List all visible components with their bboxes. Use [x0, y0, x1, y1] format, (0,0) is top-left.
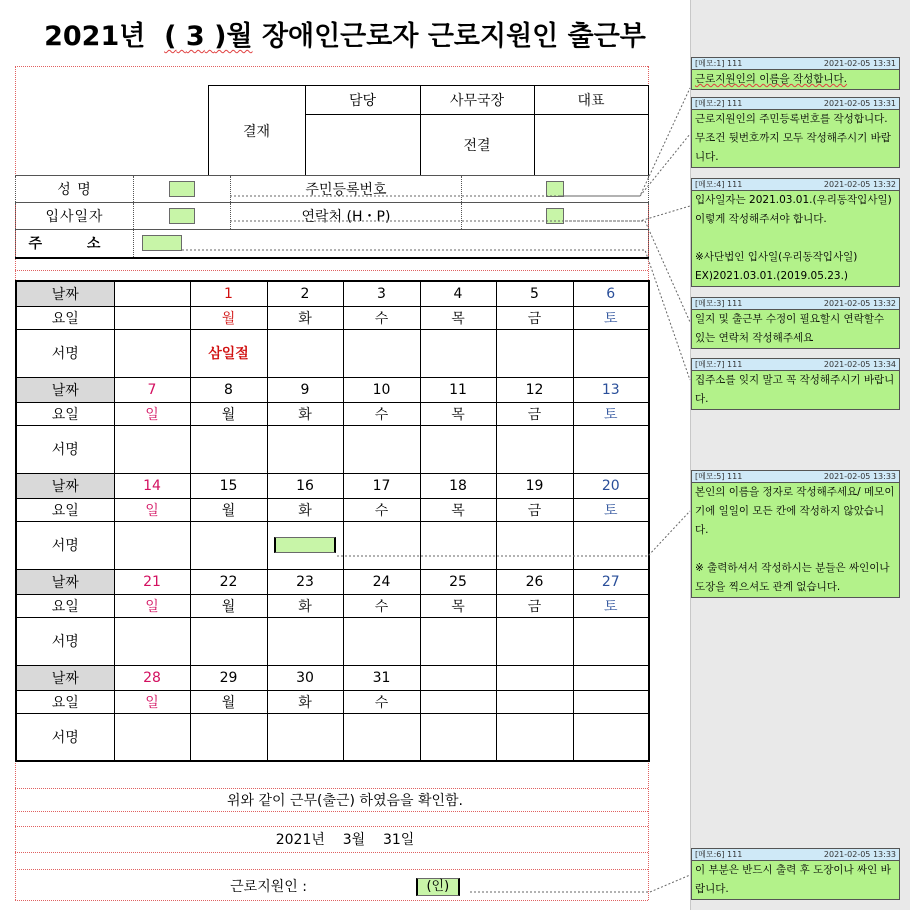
memo-5-body: 본인의 이름을 정자로 작성해주세요/ 메모이기에 일일이 모든 칸에 작성하지 않았습니다. ※ 출력하셔서 작성하시는 분들은 싸인이나 도장을 찍으셔도 관계 없습니다. — [695, 486, 895, 593]
day-cell: 월 — [190, 594, 267, 617]
approval-sign-ceo[interactable] — [534, 115, 648, 176]
calendar-spacer — [114, 306, 190, 329]
memo-1[interactable]: [메모:1] 111 2021-02-05 13:31 근로지원인의 이름을 작성합니다. — [691, 57, 900, 90]
page-title — [0, 14, 690, 53]
sign-cell[interactable] — [267, 713, 343, 761]
name-label: 성 명 — [16, 176, 134, 203]
worker-line — [0, 876, 690, 896]
day-cell: 토 — [573, 498, 649, 521]
memo-4[interactable]: [메모:4] 111 2021-02-05 13:32 입사일자는 2021.03.01.(우리동작입사일) 이렇게 작성해주셔야 합니다. ※사단법인 입사일(우리동작입사일) EX)2021.03.01.(2019.05.23.) — [691, 178, 900, 287]
sign-cell[interactable] — [343, 617, 420, 665]
day-cell: 수 — [343, 402, 420, 425]
id-label: 주민등록번호 — [231, 176, 462, 203]
day-cell: 목 — [420, 306, 496, 329]
hire-label: 입사일자 — [16, 203, 134, 230]
row-label-day: 요일 — [16, 498, 114, 521]
row-label-date: 날짜 — [16, 665, 114, 690]
sign-cell[interactable] — [573, 713, 649, 761]
calendar-date-row — [16, 665, 649, 690]
date-cell: 7 — [114, 377, 190, 402]
sign-cell[interactable] — [114, 617, 190, 665]
sign-cell[interactable] — [343, 521, 420, 569]
calendar-sign-row — [16, 521, 649, 569]
day-cell: 목 — [420, 498, 496, 521]
date-cell: 31 — [343, 665, 420, 690]
day-cell: 수 — [343, 690, 420, 713]
day-cell: 일 — [114, 594, 190, 617]
date-cell: 4 — [420, 281, 496, 306]
sign-cell[interactable] — [190, 425, 267, 473]
day-cell: 화 — [267, 402, 343, 425]
day-cell — [496, 690, 573, 713]
day-cell: 토 — [573, 306, 649, 329]
info-table — [15, 175, 649, 259]
name-input[interactable] — [169, 181, 195, 197]
memo-7-body: 집주소를 잊지 말고 꼭 작성해주시기 바랍니다. — [695, 374, 895, 405]
day-cell: 일 — [114, 498, 190, 521]
day-cell: 화 — [267, 498, 343, 521]
guide-line — [15, 852, 648, 853]
date-cell: 3 — [343, 281, 420, 306]
hire-input[interactable] — [169, 208, 195, 224]
memo-2-body: 근로지원인의 주민등록번호를 작성합니다. 무조건 뒷번호까지 모두 작성해주시기 바랍니다. — [695, 113, 891, 163]
day-cell: 월 — [190, 402, 267, 425]
day-cell: 토 — [573, 594, 649, 617]
day-cell: 월 — [190, 498, 267, 521]
sign-cell[interactable] — [343, 329, 420, 377]
guide-line — [15, 900, 648, 901]
approval-role-secretary: 사무국장 — [420, 86, 534, 115]
date-cell: 9 — [267, 377, 343, 402]
memo-5[interactable]: [메모:5] 111 2021-02-05 13:33 본인의 이름을 정자로 작성해주세요/ 메모이기에 일일이 모든 칸에 작성하지 않았습니다. ※ 출력하셔서 작성하시는 분들은 싸인이나 도장을 찍으셔도 관계 없습니다. — [691, 470, 900, 598]
date-month: 3월 — [342, 832, 366, 848]
sign-cell[interactable] — [420, 329, 496, 377]
date-line[interactable] — [0, 829, 690, 849]
date-cell: 29 — [190, 665, 267, 690]
calendar-sign-row — [16, 617, 649, 665]
day-cell — [573, 690, 649, 713]
guide-line — [15, 66, 648, 67]
date-cell: 1 — [190, 281, 267, 306]
day-cell: 일 — [114, 690, 190, 713]
approval-label: 결재 — [208, 86, 305, 176]
date-cell — [573, 665, 649, 690]
approval-sign-manager[interactable] — [305, 115, 420, 176]
date-cell: 19 — [496, 473, 573, 498]
day-cell: 화 — [267, 306, 343, 329]
sign-input[interactable] — [274, 537, 336, 553]
sign-cell[interactable] — [496, 713, 573, 761]
row-label-day: 요일 — [16, 594, 114, 617]
day-cell: 금 — [496, 498, 573, 521]
guide-line — [15, 869, 648, 870]
hire-field[interactable] — [134, 203, 231, 230]
memo-4-body: 입사일자는 2021.03.01.(우리동작입사일) 이렇게 작성해주셔야 합니다. ※사단법인 입사일(우리동작입사일) EX)2021.03.01.(2019.05.23.) — [695, 194, 892, 282]
date-cell: 13 — [573, 377, 649, 402]
worker-seal-field[interactable]: (인) — [416, 878, 460, 896]
date-cell: 26 — [496, 569, 573, 594]
phone-label: 연락처 (H・P) — [231, 203, 462, 230]
approval-blank — [15, 86, 208, 176]
day-cell: 수 — [343, 594, 420, 617]
day-cell: 월 — [190, 690, 267, 713]
sign-cell[interactable] — [343, 425, 420, 473]
row-label-sign: 서명 — [16, 521, 114, 569]
date-cell: 5 — [496, 281, 573, 306]
sign-cell[interactable] — [420, 617, 496, 665]
day-cell: 수 — [343, 306, 420, 329]
sign-cell[interactable] — [190, 521, 267, 569]
date-cell: 24 — [343, 569, 420, 594]
date-cell: 30 — [267, 665, 343, 690]
phone-input[interactable] — [546, 208, 564, 224]
date-cell: 8 — [190, 377, 267, 402]
confirm-text: 위와 같이 근무(출근) 하였음을 확인함. — [226, 793, 464, 809]
id-field[interactable] — [462, 176, 649, 203]
guide-line — [15, 788, 648, 789]
date-cell: 25 — [420, 569, 496, 594]
sign-cell[interactable] — [343, 713, 420, 761]
row-label-date: 날짜 — [16, 377, 114, 402]
calendar-day-row — [16, 690, 649, 713]
sign-cell[interactable] — [267, 329, 343, 377]
memo-2[interactable]: [메모:2] 111 2021-02-05 13:31 근로지원인의 주민등록번호를 작성합니다. 무조건 뒷번호까지 모두 작성해주시기 바랍니다. — [691, 97, 900, 168]
sign-cell[interactable] — [573, 617, 649, 665]
date-cell — [496, 665, 573, 690]
title-year: 2021년 — [44, 21, 146, 52]
address-field[interactable] — [134, 230, 649, 258]
calendar-sign-row — [16, 425, 649, 473]
day-cell: 금 — [496, 306, 573, 329]
approval-jeongyeol: 전결 — [420, 115, 534, 176]
holiday-label: 삼일절 — [208, 346, 249, 362]
date-cell: 27 — [573, 569, 649, 594]
date-year: 2021년 — [275, 832, 325, 848]
date-cell: 18 — [420, 473, 496, 498]
sign-cell[interactable] — [114, 713, 190, 761]
sign-cell[interactable] — [190, 617, 267, 665]
sign-cell[interactable] — [114, 521, 190, 569]
sign-cell[interactable] — [496, 521, 573, 569]
day-cell: 수 — [343, 498, 420, 521]
sign-cell[interactable] — [267, 425, 343, 473]
calendar-date-row — [16, 281, 649, 306]
day-cell: 월 — [190, 306, 267, 329]
memo-1-body: 근로지원인의 이름을 작성합니다. — [695, 73, 848, 85]
calendar-date-row — [16, 473, 649, 498]
row-label-date: 날짜 — [16, 281, 114, 306]
row-label-day: 요일 — [16, 690, 114, 713]
address-input[interactable] — [142, 235, 182, 251]
phone-field[interactable] — [462, 203, 649, 230]
date-cell: 20 — [573, 473, 649, 498]
memo-7[interactable]: [메모:7] 111 2021-02-05 13:34 집주소를 잊지 말고 꼭 작성해주시기 바랍니다. — [691, 358, 900, 410]
day-cell: 금 — [496, 402, 573, 425]
id-input[interactable] — [546, 181, 564, 197]
title-month-field[interactable]: ( 3 )월 — [164, 21, 253, 52]
day-cell: 화 — [267, 594, 343, 617]
sign-cell[interactable] — [573, 521, 649, 569]
day-cell: 토 — [573, 402, 649, 425]
day-cell: 일 — [114, 402, 190, 425]
calendar-day-row — [16, 498, 649, 521]
day-cell: 화 — [267, 690, 343, 713]
memo-6-body: 이 부분은 반드시 출력 후 도장이나 싸인 바랍니다. — [695, 864, 891, 895]
memo-6[interactable]: [메모:6] 111 2021-02-05 13:33 이 부분은 반드시 출력 후 도장이나 싸인 바랍니다. — [691, 848, 900, 900]
sign-cell[interactable] — [573, 329, 649, 377]
sign-cell[interactable] — [267, 617, 343, 665]
row-label-day: 요일 — [16, 402, 114, 425]
sign-cell[interactable] — [573, 425, 649, 473]
sign-cell[interactable] — [114, 425, 190, 473]
sign-cell[interactable] — [190, 329, 267, 377]
row-label-date: 날짜 — [16, 569, 114, 594]
date-cell: 10 — [343, 377, 420, 402]
row-label-date: 날짜 — [16, 473, 114, 498]
row-label-sign: 서명 — [16, 329, 114, 377]
row-label-sign: 서명 — [16, 713, 114, 761]
date-cell: 12 — [496, 377, 573, 402]
row-label-sign: 서명 — [16, 425, 114, 473]
memo-3-body: 일지 및 출근부 수정이 필요할시 연락할수 있는 연락처 작성해주세요 — [695, 313, 888, 344]
date-cell: 16 — [267, 473, 343, 498]
day-cell: 금 — [496, 594, 573, 617]
worker-label: 근로지원인 : — [230, 879, 307, 895]
date-cell: 2 — [267, 281, 343, 306]
date-cell: 21 — [114, 569, 190, 594]
date-day: 31일 — [382, 832, 415, 848]
sign-cell[interactable] — [267, 521, 343, 569]
day-cell: 목 — [420, 402, 496, 425]
calendar-day-row — [16, 402, 649, 425]
title-month: 3 — [185, 21, 205, 52]
date-cell: 11 — [420, 377, 496, 402]
calendar-spacer — [114, 281, 190, 306]
sign-cell[interactable] — [114, 329, 190, 377]
date-cell: 28 — [114, 665, 190, 690]
sign-cell[interactable] — [496, 617, 573, 665]
approval-role-ceo: 대표 — [534, 86, 648, 115]
date-cell: 6 — [573, 281, 649, 306]
calendar-date-row — [16, 569, 649, 594]
date-cell: 23 — [267, 569, 343, 594]
sign-cell[interactable] — [420, 713, 496, 761]
guide-line — [15, 811, 648, 812]
calendar-date-row — [16, 377, 649, 402]
sign-cell[interactable] — [496, 425, 573, 473]
date-cell: 17 — [343, 473, 420, 498]
date-cell — [420, 665, 496, 690]
row-label-sign: 서명 — [16, 617, 114, 665]
date-cell: 14 — [114, 473, 190, 498]
day-cell: 목 — [420, 594, 496, 617]
guide-line — [15, 270, 648, 271]
sign-cell[interactable] — [420, 521, 496, 569]
guide-line — [15, 826, 648, 827]
approval-table — [15, 85, 649, 176]
calendar-table — [15, 280, 650, 762]
sign-cell[interactable] — [496, 329, 573, 377]
date-cell: 22 — [190, 569, 267, 594]
day-cell — [420, 690, 496, 713]
calendar-sign-row — [16, 713, 649, 761]
calendar-day-row — [16, 594, 649, 617]
date-cell: 15 — [190, 473, 267, 498]
address-label: 주 소 — [16, 230, 134, 258]
memo-3[interactable]: [메모:3] 111 2021-02-05 13:32 일지 및 출근부 수정이 필요할시 연락할수 있는 연락처 작성해주세요 — [691, 297, 900, 349]
title-text: 장애인근로자 근로지원인 출근부 — [261, 21, 646, 52]
row-label-day: 요일 — [16, 306, 114, 329]
sign-cell[interactable] — [420, 425, 496, 473]
sign-cell[interactable] — [190, 713, 267, 761]
calendar-sign-row — [16, 329, 649, 377]
name-field[interactable] — [134, 176, 231, 203]
calendar-day-row — [16, 306, 649, 329]
approval-role-manager: 담당 — [305, 86, 420, 115]
